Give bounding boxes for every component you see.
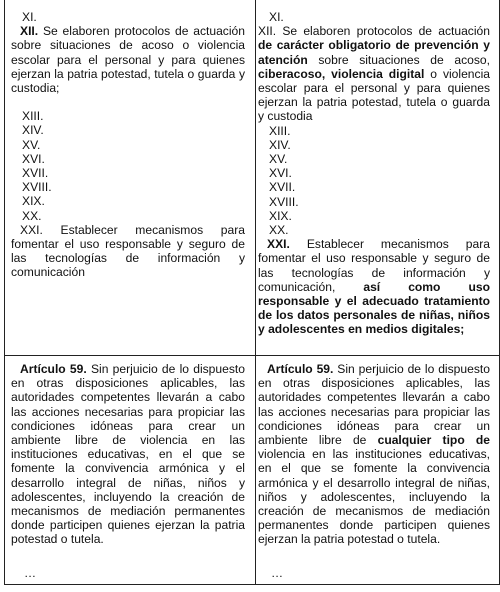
fraction-xii-added-text: de carácter obligatorio de prevención y atención: [258, 38, 490, 67]
spacer: [11, 95, 245, 109]
right-top-cell: [258, 10, 490, 337]
roman-item: XIV.: [269, 137, 291, 152]
fraction-xii-text: Se elaboren protocolos de actuación sobre situaciones de acoso o violencia escolar para el personal y para quienes ejerzan la patria potestad, tutela o guarda y custodia;: [11, 24, 245, 96]
ellipsis: …: [24, 565, 37, 580]
roman-item: XVII.: [269, 180, 296, 195]
fraction-xii-number: XII.: [20, 24, 39, 39]
roman-item: XIII.: [269, 123, 291, 138]
fraction-xxi-number: XXI.: [20, 222, 43, 237]
fraction-xii: [11, 24, 245, 95]
row-divider: [5, 355, 499, 356]
left-top-cell: [11, 10, 245, 280]
article-59: [11, 362, 245, 547]
fraction-xxi-added-text: así como uso responsable y el adecuado tratamiento de los datos personales de niñas, niños y adolescentes en medios digitales;: [258, 279, 490, 337]
roman-item: XIX.: [269, 208, 292, 223]
fraction-xii: [258, 24, 490, 123]
roman-item: XX.: [269, 223, 289, 238]
article-59: [258, 362, 490, 547]
roman-list: [11, 109, 245, 223]
article-label: Artículo 59.: [20, 362, 87, 376]
roman-item: XIV.: [22, 123, 44, 138]
fraction-xxi: [258, 237, 490, 336]
roman-item: XVIII.: [269, 194, 299, 209]
article-text: Sin perjuicio de lo dispuesto en otras disposiciones aplicables, las autoridades competentes llevarán a cabo las acciones necesarias para propiciar las condiciones idóneas para crear un ambiente libre de violencia en las instituciones educativas, en el que se fomente la convivencia armónica y el desarrollo integral de niñas, niños y adolescentes, incluyendo la creación de mecanismos de mediación permanentes donde participen quienes ejerzan la patria potestad o tutela.: [11, 362, 245, 547]
left-bottom-cell: [11, 362, 245, 580]
fraction-xxi-text: Establecer mecanismos para fomentar el uso responsable y seguro de las tecnologías de información y comunicación: [11, 222, 245, 280]
fraction-xi: XI.: [22, 10, 37, 24]
roman-item: XIX.: [22, 194, 45, 209]
roman-item: XIII.: [22, 109, 44, 124]
fraction-xxi: [11, 223, 245, 280]
article-text: Sin perjuicio de lo dispuesto en otras disposiciones aplicables, las autoridades competentes llevarán a cabo las acciones necesarias para propiciar las condiciones idóneas para crear un ambiente libre de: [258, 362, 490, 448]
ellipsis: …: [271, 565, 284, 580]
fraction-xxi-text: Establecer mecanismos para fomentar el uso responsable y seguro de las tecnologías de información y comunicación,: [258, 237, 490, 294]
fraction-xxi-number: XXI.: [267, 237, 290, 252]
roman-item: XVIII.: [22, 180, 52, 195]
right-bottom-cell: [258, 362, 490, 580]
column-divider: [255, 0, 256, 584]
roman-item: XVI.: [269, 166, 292, 181]
roman-list: [258, 124, 490, 238]
fraction-xii-added-text: ciberacoso, violencia digital: [258, 66, 425, 81]
fraction-xii-text: o violencia escolar para el personal y para quienes ejerzan la patria potestad, tutela o guarda y custodia: [258, 66, 490, 124]
article-label: Artículo 59.: [267, 362, 334, 376]
fraction-xi: XI.: [269, 10, 284, 24]
roman-item: XVI.: [22, 151, 45, 166]
roman-item: XV.: [269, 152, 288, 167]
article-text: violencia en las instituciones educativas, en el que se fomente la convivencia armónica y el desarrollo integral de niñas, niños y adolescentes, incluyendo la creación de mecanismos de mediación permanentes donde participen quienes ejerzan la patria potestad o tutela.: [258, 447, 490, 547]
fraction-xii-text: sobre situaciones de acoso,: [307, 52, 490, 67]
fraction-xii-text: XII. Se elaboren protocolos de actuación: [258, 24, 490, 39]
roman-item: XX.: [22, 208, 42, 223]
article-added-text: cualquier tipo de: [377, 433, 490, 448]
roman-item: XVII.: [22, 166, 49, 181]
roman-item: XV.: [22, 137, 41, 152]
